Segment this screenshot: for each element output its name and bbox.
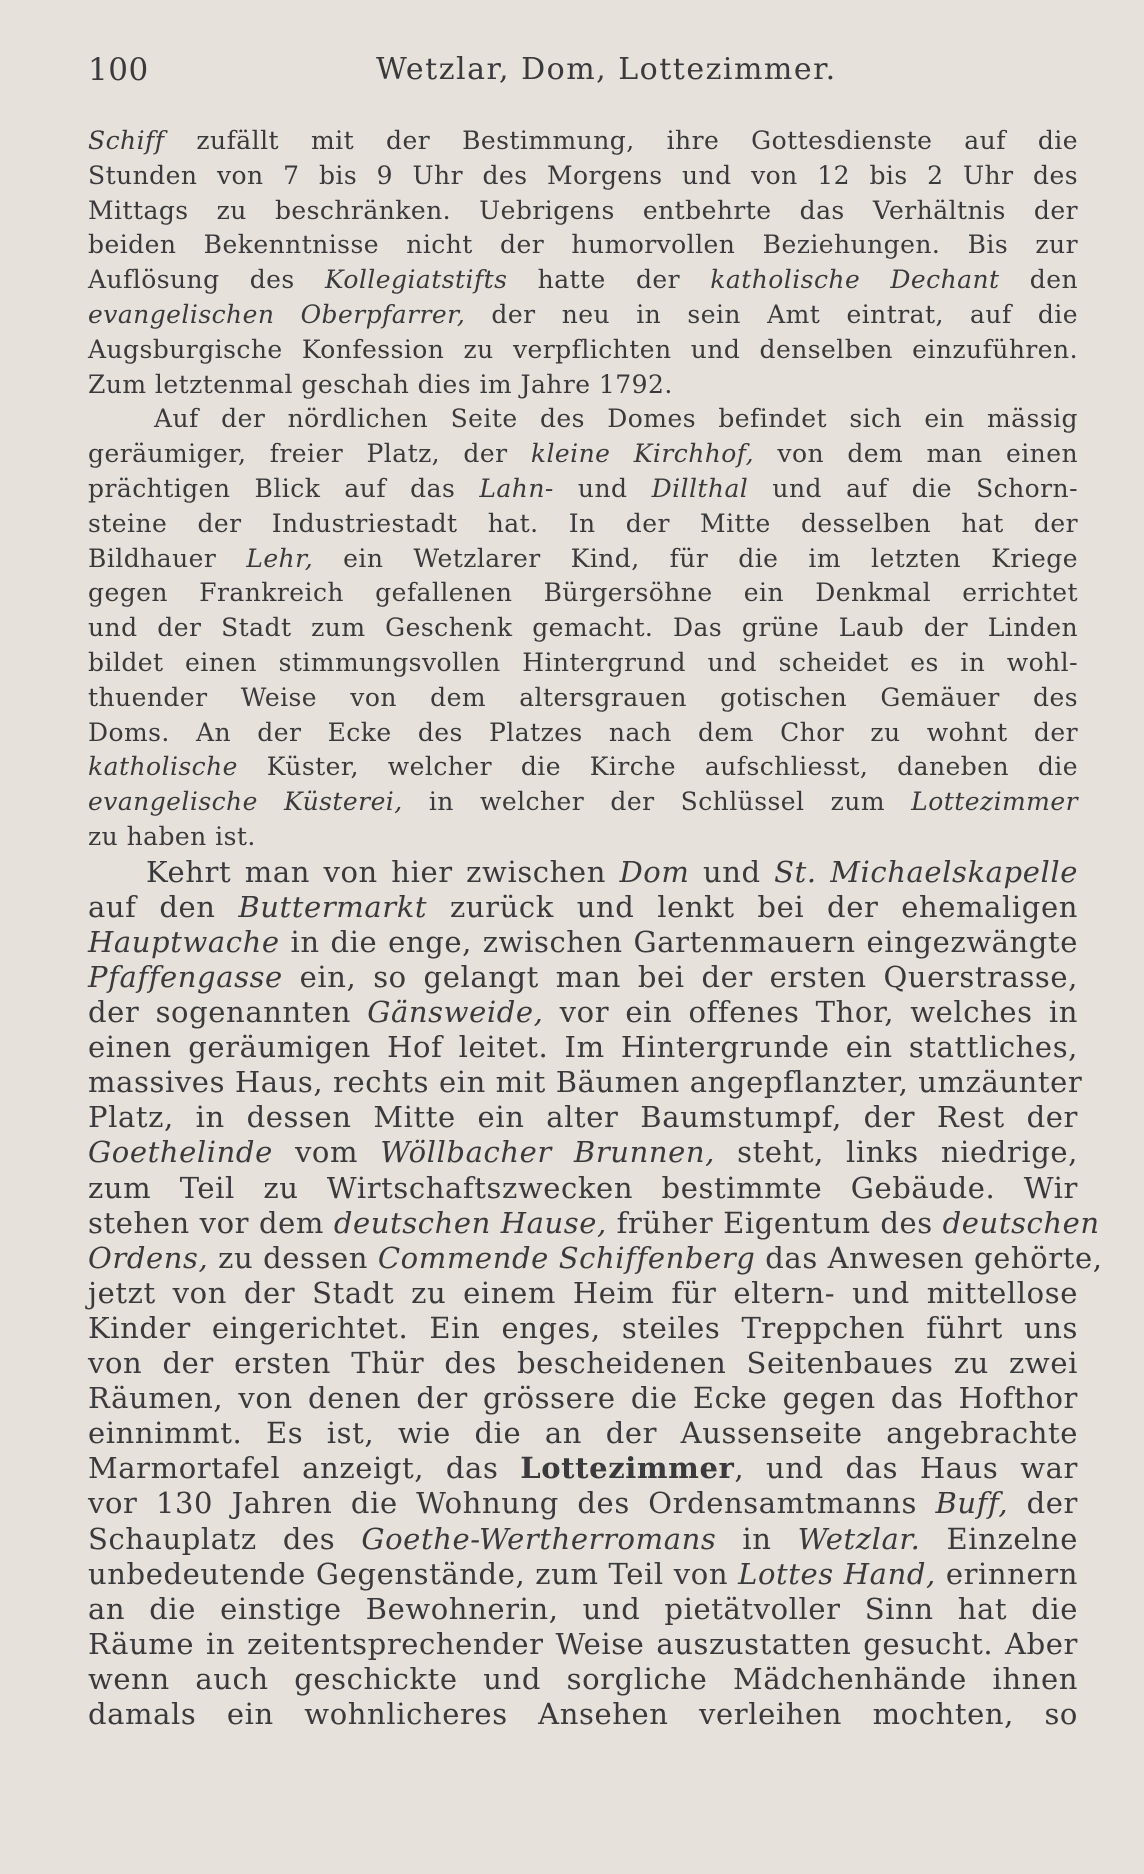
text-line: Räumen, von denen der grössere die Ecke gegen das Hofthor [88, 1381, 1078, 1416]
text-run: vom [272, 1135, 381, 1170]
italic-term: Goethelinde [88, 1135, 273, 1170]
text-line: und der Stadt zum Geschenk gemacht. Das grüne Laub der Linden [88, 613, 1078, 643]
text-run: Kehrt man von hier zwischen [146, 854, 620, 889]
italic-term: evangelischen Oberpfarrer, [88, 299, 466, 329]
text-run: unbedeutende Gegenstände, zum Teil von [88, 1556, 739, 1591]
paragraph-2 [88, 402, 1078, 854]
text-line [88, 995, 1078, 1030]
running-title: Wetzlar, Dom, Lottezimmer. [376, 52, 837, 87]
italic-term: deutschen [942, 1205, 1100, 1240]
text-run: geräumiger, freier Platz, der [88, 439, 531, 469]
italic-term: Dom [619, 854, 690, 889]
text-run: und [689, 854, 775, 889]
text-line [88, 750, 1078, 785]
italic-term: evangelische Küsterei, [88, 787, 403, 817]
italic-term: Schiff [88, 126, 165, 155]
italic-term: Hauptwache [88, 924, 280, 959]
text-run: vor 130 Jahren die Wohnung des Ordensamtmanns [88, 1486, 936, 1521]
text-line: zum Teil zu Wirtschaftszwecken bestimmte Gebäude. Wir [88, 1170, 1078, 1205]
text-line: steine der Industriestadt hat. In der Mitte desselben hat der [88, 508, 1078, 538]
text-run: in die enge, zwischen Gartenmauern eingezwängte [279, 924, 1078, 959]
italic-term: Lottezimmer [911, 787, 1078, 817]
text-run: erinnern [935, 1556, 1078, 1591]
text-line: beiden Bekenntnisse nicht der humorvollen Beziehungen. Bis zur [88, 230, 1078, 260]
italic-term: Dillthal [651, 473, 749, 503]
text-line [88, 960, 1078, 995]
text-run: stehen vor dem [88, 1205, 334, 1240]
text-line [88, 1205, 1100, 1241]
text-run: der [1008, 1486, 1078, 1521]
text-line: Stunden von 7 bis 9 Uhr des Morgens und von 12 bis 2 Uhr des [88, 160, 1078, 190]
italic-term: Commende Schiffenberg [377, 1240, 756, 1275]
text-line [88, 542, 1078, 577]
text-line: Mittags zu beschränken. Uebrigens entbehrte das Verhältnis der [88, 195, 1078, 225]
paragraph-3 [88, 854, 1103, 1732]
italic-term: Lahn- [479, 473, 554, 503]
text-line: von der ersten Thür des bescheidenen Seitenbaues zu zwei [88, 1346, 1078, 1381]
text-line: massives Haus, rechts ein mit Bäumen angepflanzter, umzäunter [88, 1065, 1083, 1100]
text-run: und auf die Schorn- [748, 473, 1078, 503]
italic-term: Goethe-Wertherromans [361, 1521, 717, 1556]
text-run: zufällt mit der Bestimmung, ihre Gottesdienste auf die [164, 126, 1078, 155]
text-run: prächtigen Blick auf das [88, 473, 480, 503]
text-run: von dem man einen [754, 439, 1078, 469]
bold-term: Lottezimmer [520, 1451, 735, 1486]
italic-term: Ordens, [88, 1240, 209, 1275]
text-line [88, 925, 1078, 960]
text-line [88, 1451, 1078, 1486]
italic-term: Lottes Hand, [738, 1556, 936, 1591]
italic-term: kleine Kirchhof, [530, 439, 755, 469]
text-line [88, 472, 1078, 507]
text-run: der neu in sein Amt eintrat, auf die [465, 299, 1078, 329]
text-line: einnimmt. Es ist, wie die an der Aussenseite angebrachte [88, 1416, 1078, 1451]
italic-term: katholische [88, 752, 238, 782]
text-line: Zum letztenmal geschah dies im Jahre 1792. [88, 369, 673, 399]
text-run: vor ein offenes Thor, welches in [543, 995, 1078, 1030]
text-line [88, 855, 1078, 890]
page-body [88, 124, 1103, 1732]
italic-term: deutschen Hause, [333, 1205, 607, 1240]
page-number: 100 [88, 52, 149, 88]
text-line: wenn auch geschickte und sorgliche Mädchenhände ihnen [88, 1661, 1078, 1696]
text-run: Auflösung des [88, 265, 325, 295]
text-line: Doms. An der Ecke des Platzes nach dem Chor zu wohnt der [88, 717, 1078, 747]
text-run: Bildhauer [88, 543, 247, 573]
text-run: in welcher der Schlüssel zum [402, 787, 912, 817]
text-run: hatte der [507, 265, 711, 295]
text-run: auf den [88, 889, 239, 924]
text-run: zu dessen [208, 1240, 378, 1275]
text-line [88, 124, 1078, 159]
italic-term: Buttermarkt [238, 889, 428, 924]
text-line [88, 1240, 1103, 1276]
text-line: an die einstige Bewohnerin, und pietätvoller Sinn hat die [88, 1591, 1078, 1626]
text-line [88, 1557, 1078, 1592]
text-run: der sogenannten [88, 995, 368, 1030]
text-run: Marmortafel anzeigt, das [88, 1451, 521, 1486]
text-run: ein Wetzlarer Kind, für die im letzten Kriege [313, 543, 1079, 573]
text-line: Auf der nördlichen Seite des Domes befindet sich ein mässig [154, 404, 1078, 434]
text-line: Kinder eingerichtet. Ein enges, steiles Treppchen führt uns [88, 1310, 1078, 1345]
text-run: Schauplatz des [88, 1521, 362, 1556]
text-line [88, 298, 1078, 333]
italic-term: Wetzlar. [797, 1521, 921, 1556]
text-line: thuender Weise von dem altersgrauen gotischen Gemäuer des [88, 682, 1078, 712]
text-line: damals ein wohnlicheres Ansehen verleihen mochten, so [88, 1696, 1078, 1731]
italic-term: Kollegiatstifts [324, 265, 508, 295]
italic-term: Pfaffengasse [88, 960, 283, 995]
italic-term: St. Michaelskapelle [774, 854, 1078, 889]
text-line [88, 1135, 1078, 1170]
text-line: bildet einen stimmungsvollen Hintergrund und scheidet es in wohl- [88, 647, 1078, 677]
text-line [88, 263, 1078, 298]
italic-term: katholische Dechant [710, 265, 1000, 295]
text-line: Räume in zeitentsprechender Weise auszustatten gesucht. Aber [88, 1626, 1078, 1661]
text-run: in [716, 1521, 798, 1556]
page-header [88, 52, 1068, 96]
text-run: zurück und lenkt bei der ehemaligen [427, 889, 1079, 924]
text-line [88, 1486, 1078, 1521]
text-run: ein, so gelangt man bei der ersten Querstrasse, [282, 960, 1078, 995]
text-run: früher Eigentum des [606, 1205, 943, 1240]
text-line [88, 890, 1078, 925]
text-line: jetzt von der Stadt zu einem Heim für eltern- und mittellose [88, 1275, 1078, 1310]
text-line [88, 785, 1078, 820]
text-run: das Anwesen gehörte, [755, 1240, 1103, 1275]
italic-term: Lehr, [246, 543, 314, 573]
text-line: einen geräumigen Hof leitet. Im Hintergrunde ein stattliches, [88, 1030, 1078, 1065]
text-line [88, 1522, 1078, 1557]
italic-term: Buff, [935, 1486, 1009, 1521]
italic-term: Gänsweide, [367, 995, 544, 1030]
text-line: zu haben ist. [88, 821, 256, 851]
text-run: den [999, 265, 1078, 295]
text-run: , und das Haus war [734, 1451, 1078, 1486]
text-run: und [553, 473, 652, 503]
text-line [88, 437, 1078, 472]
italic-term: Wöllbacher Brunnen, [380, 1135, 715, 1170]
text-line: Augsburgische Konfession zu verpflichten und denselben einzuführen. [88, 334, 1078, 364]
text-line: Platz, in dessen Mitte ein alter Baumstumpf, der Rest der [88, 1100, 1078, 1135]
text-run: Einzelne [920, 1521, 1078, 1556]
text-run: Küster, welcher die Kirche aufschliesst, daneben die [237, 752, 1078, 782]
paragraph-1 [88, 124, 1078, 402]
text-line: gegen Frankreich gefallenen Bürgersöhne ein Denkmal errichtet [88, 578, 1078, 608]
text-run: steht, links niedrige, [715, 1135, 1078, 1170]
